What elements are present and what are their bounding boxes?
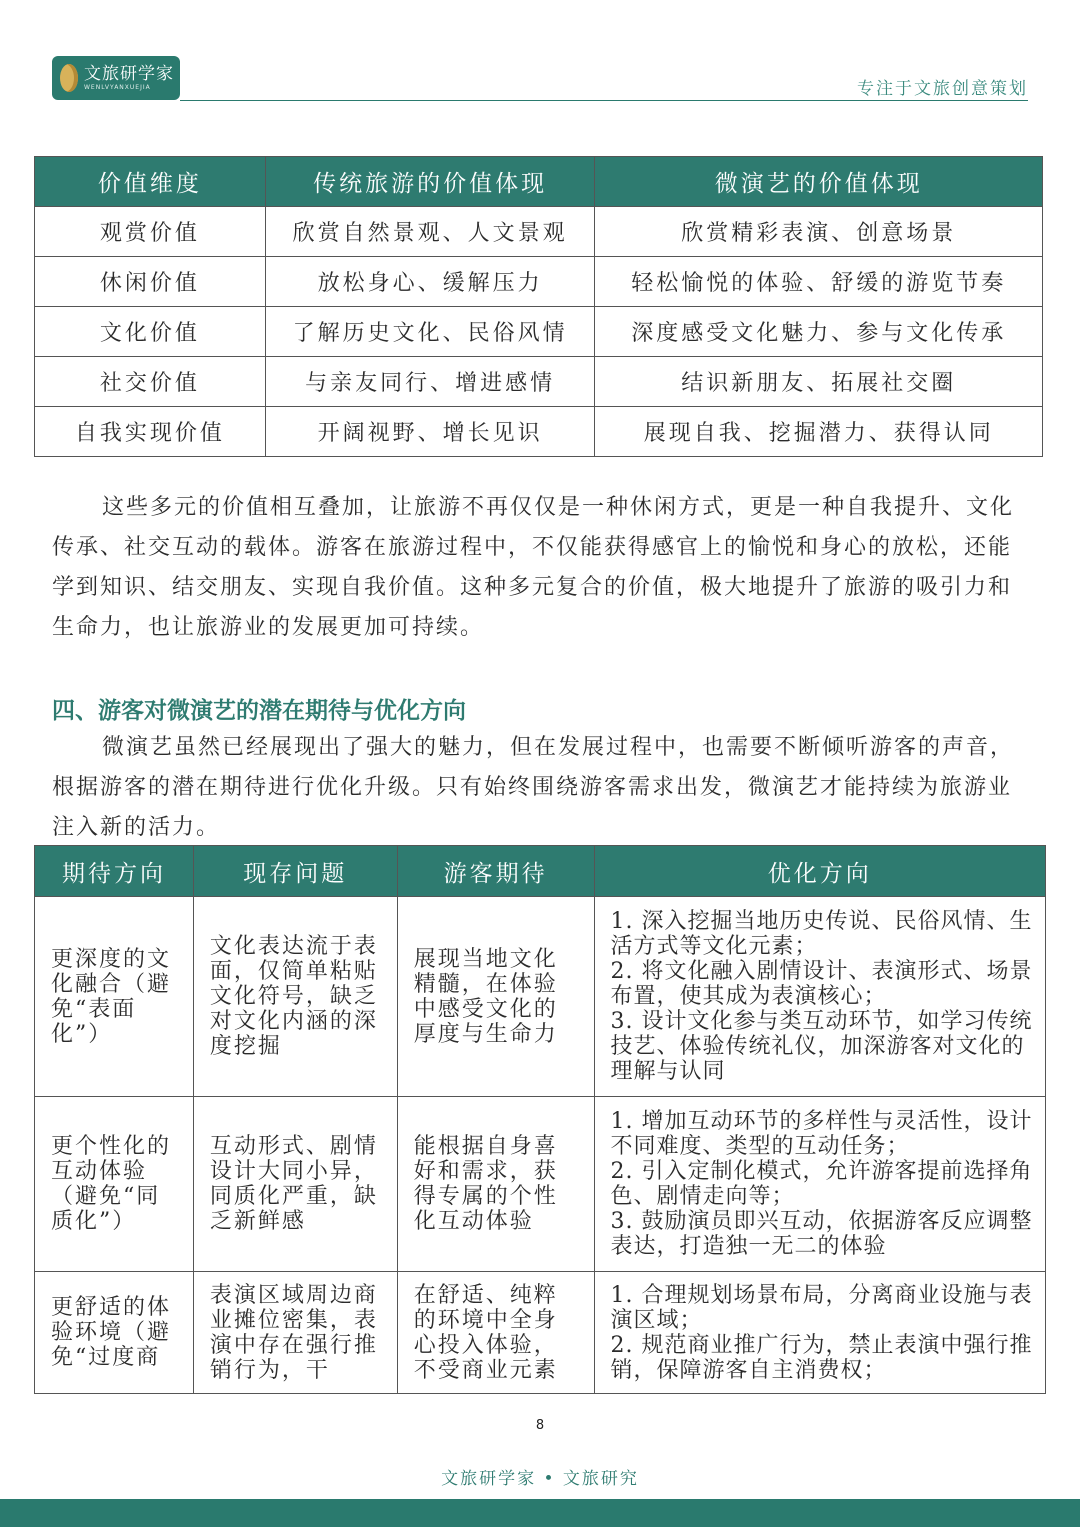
logo-name: 文旅研学家	[84, 64, 174, 84]
table-cell: 深度感受文化魅力、参与文化传承	[595, 307, 1043, 357]
logo-english-name: WENLVYANXUEJIA	[84, 84, 151, 91]
table-row	[35, 407, 1043, 457]
table-cell: 了解历史文化、民俗风情	[265, 307, 595, 357]
table-cell: 休闲价值	[35, 257, 266, 307]
table-cell: 文化价值	[35, 307, 266, 357]
column-header: 期待方向	[35, 846, 194, 897]
body-paragraph	[52, 728, 1032, 848]
column-header: 现存问题	[193, 846, 397, 897]
table-cell: 更个性化的互动体验（避免“同质化”）	[35, 1097, 194, 1272]
header-divider	[180, 100, 1028, 101]
logo-emblem-icon	[60, 64, 78, 92]
table-cell: 展现当地文化精髓，在体验中感受文化的厚度与生命力	[397, 897, 594, 1097]
table-cell: 欣赏精彩表演、创意场景	[595, 207, 1043, 257]
logo	[52, 56, 180, 100]
header-slogan: 专注于文旅创意策划	[857, 79, 1028, 99]
table-row	[35, 897, 1046, 1097]
section-title: 四、游客对微演艺的潜在期待与优化方向	[52, 698, 466, 724]
paragraph-text: 这些多元的价值相互叠加，让旅游不再仅仅是一种休闲方式，更是一种自我提升、文化传承、社交互动的载体。游客在旅游过程中，不仅能获得感官上的愉悦和身心的放松，还能学到知识、结交朋友、实现自我价值。这种多元复合的价值，极大地提升了旅游的吸引力和生命力，也让旅游业的发展更加可持续。	[52, 495, 1015, 640]
table-cell: 社交价值	[35, 357, 266, 407]
value-comparison-table	[34, 156, 1043, 457]
column-header: 微演艺的价值体现	[595, 157, 1043, 207]
table-cell: 放松身心、缓解压力	[265, 257, 595, 307]
table-row	[35, 307, 1043, 357]
optimization-table	[34, 845, 1046, 1394]
list-item: 2. 规范商业推广行为，禁止表演中强行推销，保障游客自主消费权；	[610, 1332, 1033, 1383]
table-cell: 展现自我、挖掘潜力、获得认同	[595, 407, 1043, 457]
list-item: 3. 鼓励演员即兴互动，依据游客反应调整表达，打造独一无二的体验	[610, 1209, 1033, 1259]
table-row	[35, 1097, 1046, 1272]
list-item: 2. 引入定制化模式，允许游客提前选择角色、剧情走向等；	[610, 1159, 1033, 1209]
column-header: 优化方向	[594, 846, 1045, 897]
table-cell: 能根据自身喜好和需求，获得专属的个性化互动体验	[397, 1097, 594, 1272]
table-cell	[594, 1272, 1045, 1394]
body-paragraph	[52, 488, 1032, 648]
list-item: 1. 增加互动环节的多样性与灵活性，设计不同难度、类型的互动任务；	[610, 1109, 1033, 1159]
table-cell: 更深度的文化融合（避免“表面化”）	[35, 897, 194, 1097]
table-cell: 在舒适、纯粹的环境中全身心投入体验，不受商业元素	[397, 1272, 594, 1394]
table-row	[35, 1272, 1046, 1394]
table-header-row	[35, 846, 1046, 897]
column-header: 游客期待	[397, 846, 594, 897]
table-cell: 自我实现价值	[35, 407, 266, 457]
list-item: 1. 深入挖掘当地历史传说、民俗风情、生活方式等文化元素；	[610, 909, 1033, 959]
table-cell: 结识新朋友、拓展社交圈	[595, 357, 1043, 407]
table-row	[35, 207, 1043, 257]
column-header: 传统旅游的价值体现	[265, 157, 595, 207]
table-cell: 与亲友同行、增进感情	[265, 357, 595, 407]
table-cell	[594, 1097, 1045, 1272]
list-item: 2. 将文化融入剧情设计、表演形式、场景布置，使其成为表演核心；	[610, 959, 1033, 1009]
table-cell: 欣赏自然景观、人文景观	[265, 207, 595, 257]
table-cell: 文化表达流于表面，仅简单粘贴文化符号，缺乏对文化内涵的深度挖掘	[193, 897, 397, 1097]
column-header: 价值维度	[35, 157, 266, 207]
table-cell: 观赏价值	[35, 207, 266, 257]
list-item: 3. 设计文化参与类互动环节，如学习传统技艺、体验传统礼仪，加深游客对文化的理解与认同	[610, 1009, 1033, 1084]
table-cell: 表演区域周边商业摊位密集，表演中存在强行推销行为，干	[193, 1272, 397, 1394]
page-number: 8	[535, 1418, 545, 1433]
table-row	[35, 357, 1043, 407]
paragraph-text: 微演艺虽然已经展现出了强大的魅力，但在发展过程中，也需要不断倾听游客的声音，根据游客的潜在期待进行优化升级。只有始终围绕游客需求出发，微演艺才能持续为旅游业注入新的活力。	[52, 735, 1015, 840]
table-cell: 更舒适的体验环境（避免“过度商	[35, 1272, 194, 1394]
table-cell	[594, 897, 1045, 1097]
table-header-row	[35, 157, 1043, 207]
footer-text: 文旅研学家 • 文旅研究	[441, 1469, 639, 1489]
footer-bar	[0, 1499, 1080, 1527]
table-cell: 轻松愉悦的体验、舒缓的游览节奏	[595, 257, 1043, 307]
table-cell: 开阔视野、增长见识	[265, 407, 595, 457]
table-cell: 互动形式、剧情设计大同小异，同质化严重，缺乏新鲜感	[193, 1097, 397, 1272]
table-row	[35, 257, 1043, 307]
list-item: 1. 合理规划场景布局，分离商业设施与表演区域；	[610, 1282, 1033, 1333]
